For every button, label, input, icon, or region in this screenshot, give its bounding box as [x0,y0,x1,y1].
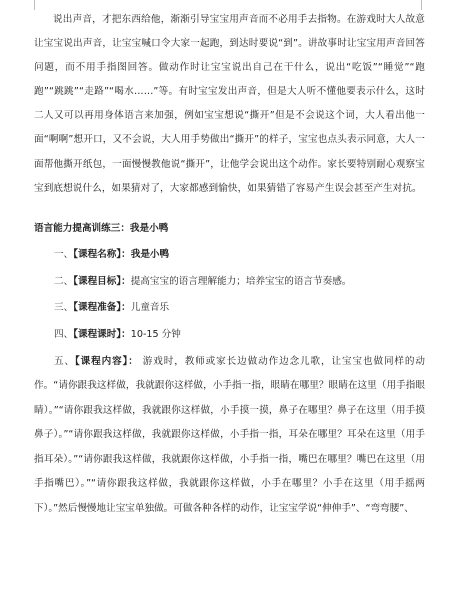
intro-paragraph: 说出声音，才把东西给他，渐渐引导宝宝用声音而不必用手去指物。在游戏时大人故意让宝宝说出声音，让宝宝喊口令大家一起跑，到达时要说“到”。讲故事时让宝宝用声音回答问题，而不用手指图回答。做动作时让宝宝说出自己在干什么，说出“吃饭”“睡觉”“跑跑”“跳跳”“走路”“喝水……”等。有时宝宝发出声音，但是大人听不懂他要表示什么，这时二人又可以再用身体语言来加强，例如宝宝想说“撕开”但是不会说这个词，大人看出他一面“啊啊”想开口，又不会说，大人用手势做出“撕开”的样子，宝宝也点头表示同意，大人一面帮他撕开纸包，一面慢慢教他说“撕开”，让他学会说出这个动作。家长要特别耐心观察宝宝到底想说什么，如果猜对了，大家都感到愉快，如果猜错了容易产生误会甚至产生对抗。 [34,14,425,194]
item-value: 10-15 分钟 [130,328,181,340]
item-label: 【课程准备】： [73,302,131,314]
document-body [34,8,425,521]
item-prefix: 二、 [54,275,74,287]
course-content-text: 游戏时，教师或家长边做动作边念儿歌，让宝宝也做同样的动作。“请你跟我这样做，我就跟你这样做，小手指一指，眼睛在哪里？眼睛在这里（用手指眼睛）。”“请你跟我这样做，我就跟你这样做，小手摸一摸，鼻子在哪里？鼻子在这里（用手摸鼻子）。”“请你跟我这样做，我就跟你这样做，小手指一指，耳朵在哪里？耳朵在这里（用手指耳朵）。”“请你跟我这样做，我就跟你这样做，小手指一指，嘴巴在哪里？嘴巴在这里（用手指嘴巴）。”“请你跟我这样做，我就跟你这样做，小手在哪里？小手在这里（用手摇两下）。”然后慢慢地让宝宝单独做。可做各种各样的动作，让宝宝学说“伸伸手”、“弯弯腰”、 [34,355,426,514]
course-goal-item [34,274,425,290]
section-heading: 语言能力提高训练三：我是小鸭 [34,222,169,234]
item-prefix: 一、 [54,249,74,261]
item-prefix: 三、 [54,302,74,314]
item-label: 【课程课时】： [73,328,131,340]
item-value: 我是小鸭 [130,249,170,261]
item-label: 【课程目标】： [73,275,131,287]
item-prefix: 五、 [54,355,75,367]
course-prep-item [34,300,425,316]
course-content-item [34,350,425,522]
course-duration-item [34,327,425,343]
item-value: 提高宝宝的语言理解能力；培养宝宝的语言节奏感。 [130,275,352,287]
item-label: 【课程名称】： [73,249,131,261]
item-prefix: 四、 [54,328,74,340]
item-value: 儿童音乐 [130,302,170,314]
course-name-item [34,247,425,263]
item-label: 【课程内容】： [74,355,139,367]
